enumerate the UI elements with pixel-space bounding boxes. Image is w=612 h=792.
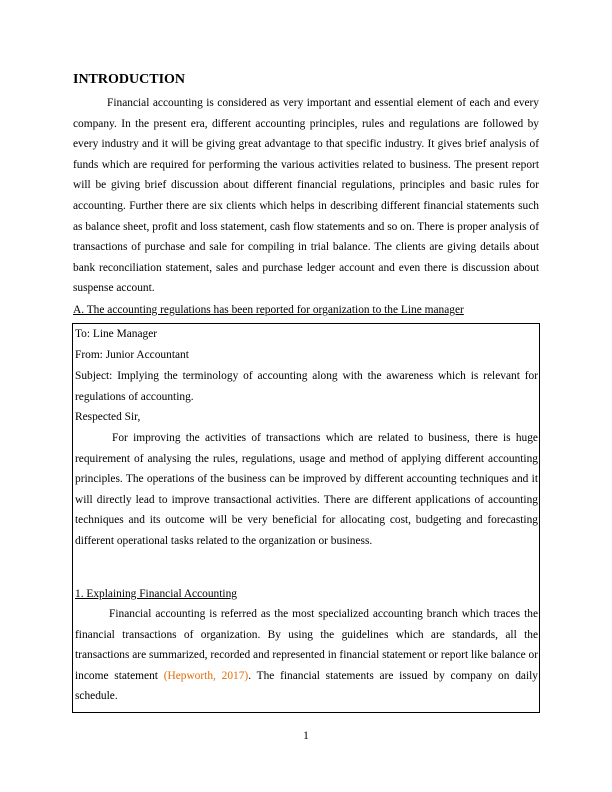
financial-accounting-paragraph bbox=[75, 604, 538, 707]
page-number: 1 bbox=[303, 730, 309, 742]
section-a-heading: A. The accounting regulations has been reported for organization to the Line manager bbox=[73, 304, 464, 316]
subheading-financial-accounting: 1. Explaining Financial Accounting bbox=[75, 588, 237, 600]
paragraph-text-start: Financial accounting is referred as the most specialized accounting branch which traces the financial transactions of organization. By using the guidelines which are standards, all the transactions are summarized, recorded and represented in financial statement or report like balance or income statement bbox=[75, 608, 539, 682]
paragraph-text-end: . The financial statements are issued by company on daily schedule. bbox=[75, 669, 538, 703]
page-title: INTRODUCTION bbox=[73, 72, 186, 87]
letter-subject: Subject: Implying the terminology of accounting along with the awareness which is relevant for regulations of accounting. bbox=[75, 370, 538, 403]
letter-salutation: Respected Sir, bbox=[75, 411, 141, 423]
intro-paragraph: Financial accounting is considered as very important and essential element of each and every company. In the present era, different accounting principles, rules and regulations are followed by every industry and it will be giving great advantage to that specific industry. It gives brief analysis of funds which are required for performing the various activities related to business. The present report will be giving brief discussion about different financial regulations, principles and basic rules for accounting. Further there are six clients which helps in describing different financial statements such as balance sheet, profit and loss statement, cash flow statements and so on. There is proper analysis of transactions of purchase and sale for compiling in trial balance. The clients are giving details about bank reconciliation statement, sales and purchase ledger account and even there is discussion about suspense account. bbox=[73, 97, 539, 295]
letter-from: From: Junior Accountant bbox=[75, 349, 189, 361]
citation-link[interactable]: (Hepworth, 2017) bbox=[163, 669, 249, 682]
letter-to: To: Line Manager bbox=[75, 328, 158, 340]
letter-body-paragraph: For improving the activities of transactions which are related to business, there is huge requirement of analysing the rules, regulations, usage and method of applying different accounting principles. The operations of the business can be improved by different accounting techniques and it will directly lead to improve transactional activities. There are different applications of accounting techniques and its outcome will be very beneficial for allocating cost, budgeting and forecasting different operational tasks related to the organization or business. bbox=[75, 432, 538, 547]
